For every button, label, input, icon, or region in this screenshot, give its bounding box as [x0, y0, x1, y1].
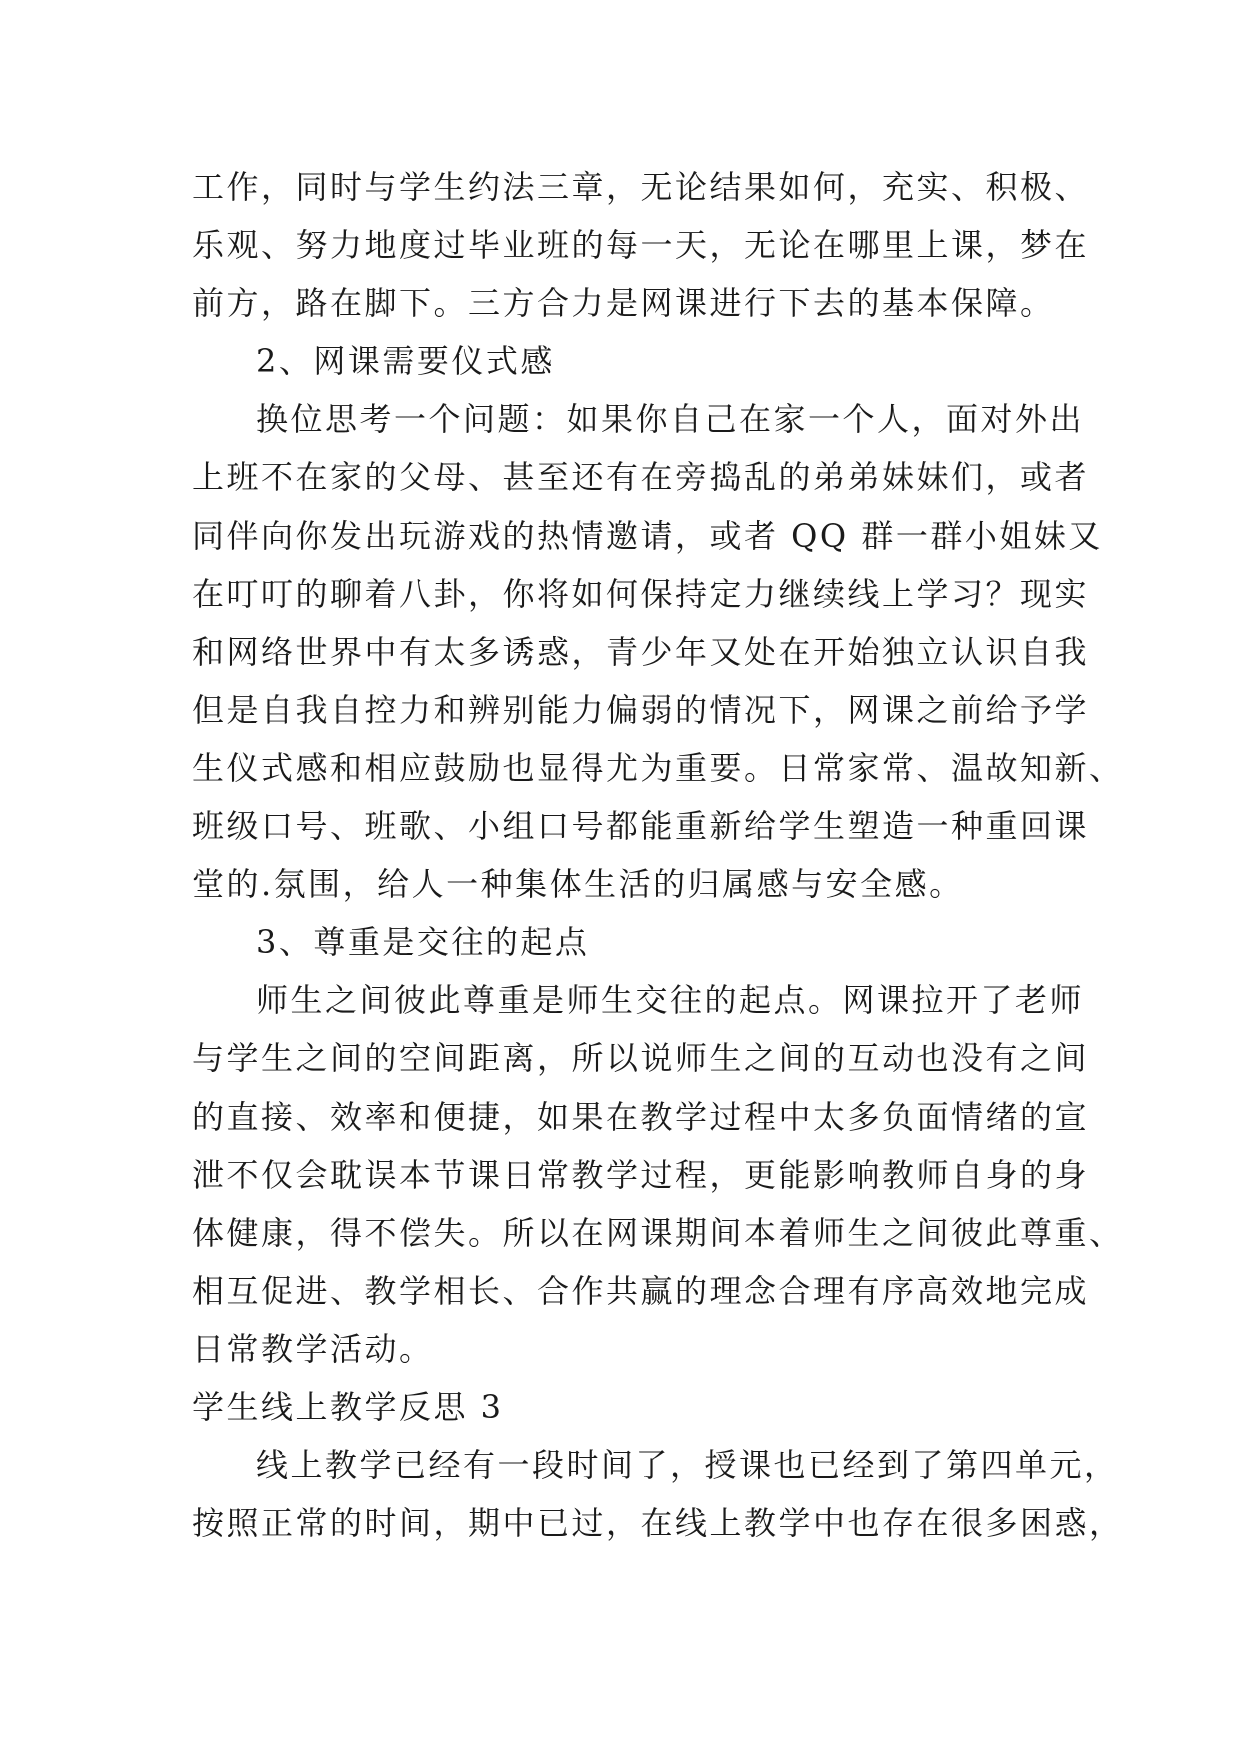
text-line: 换位思考一个问题：如果你自己在家一个人，面对外出: [256, 400, 1085, 439]
text-line: 同伴向你发出玩游戏的热情邀请，或者 QQ 群一群小姐妹又: [192, 516, 1103, 555]
text-line: 工作，同时与学生约法三章，无论结果如何，充实、积极、: [192, 168, 1090, 206]
text-line: 乐观、努力地度过毕业班的每一天，无论在哪里上课，梦在: [192, 226, 1090, 265]
document-body: [192, 158, 1124, 1552]
text-line: 班级口号、班歌、小组口号都能重新给学生塑造一种重回课: [192, 807, 1090, 846]
text-line: 上班不在家的父母、甚至还有在旁捣乱的弟弟妹妹们，或者: [192, 458, 1090, 497]
text-line: 但是自我自控力和辨别能力偏弱的情况下，网课之前给予学: [192, 690, 1090, 729]
text-line: 日常教学活动。: [192, 1329, 434, 1368]
section-heading: 2、网课需要仪式感: [256, 342, 555, 381]
article-title: 学生线上教学反思 3: [192, 1387, 504, 1426]
text-line: 泄不仅会耽误本节课日常教学过程，更能影响教师自身的身: [192, 1155, 1090, 1194]
text-line: 和网络世界中有太多诱惑，青少年又处在开始独立认识自我: [192, 632, 1090, 671]
text-line: 按照正常的时间，期中已过，在线上教学中也存在很多困惑，: [192, 1504, 1124, 1543]
text-line: 堂的.氛围，给人一种集体生活的归属感与安全感。: [192, 865, 964, 904]
text-line: 前方，路在脚下。三方合力是网课进行下去的基本保障。: [192, 284, 1055, 323]
text-line: 相互促进、教学相长、合作共赢的理念合理有序高效地完成: [192, 1271, 1090, 1310]
text-line: 师生之间彼此尊重是师生交往的起点。网课拉开了老师: [256, 981, 1085, 1020]
text-line: 线上教学已经有一段时间了，授课也已经到了第四单元，: [256, 1446, 1119, 1485]
text-line: 与学生之间的空间距离，所以说师生之间的互动也没有之间: [192, 1039, 1090, 1078]
text-line: 生仪式感和相应鼓励也显得尤为重要。日常家常、温故知新、: [192, 748, 1124, 787]
text-line: 的直接、效率和便捷，如果在教学过程中太多负面情绪的宣: [192, 1097, 1090, 1136]
text-line: 体健康，得不偿失。所以在网课期间本着师生之间彼此尊重、: [192, 1213, 1124, 1252]
section-heading: 3、尊重是交往的起点: [256, 923, 590, 962]
text-line: 在叮叮的聊着八卦，你将如何保持定力继续线上学习？现实: [192, 574, 1090, 613]
